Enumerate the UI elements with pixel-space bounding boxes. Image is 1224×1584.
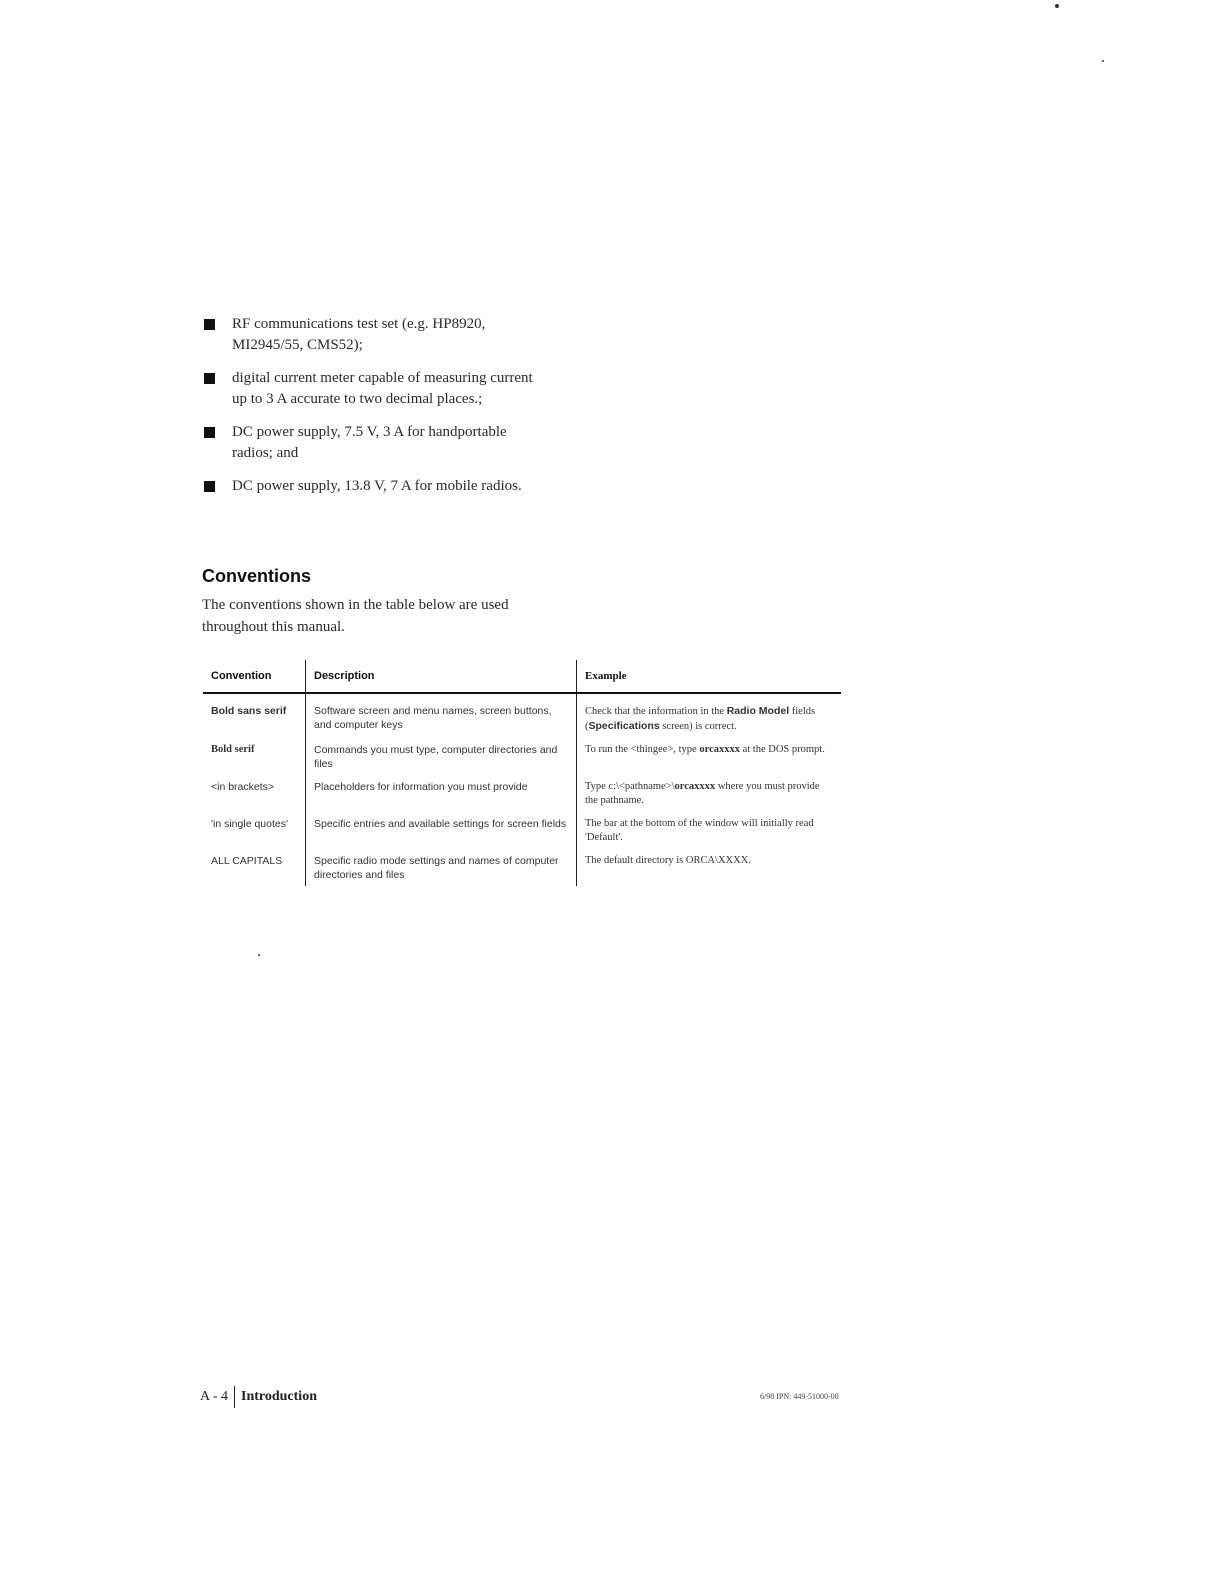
example-cell: To run the <thingee>, type orcaxxxx at the DOS prompt.: [577, 738, 842, 775]
table-row: [203, 693, 841, 738]
example-cell: The bar at the bottom of the window will initially read 'Default'.: [577, 812, 842, 849]
column-header-description: Description: [306, 660, 577, 693]
example-cell: Type c:\<pathname>\orcaxxxx where you must provide the pathname.: [577, 775, 842, 812]
section-intro: The conventions shown in the table below are used throughout this manual.: [202, 597, 509, 635]
square-bullet-icon: [204, 481, 215, 492]
description-cell: Specific radio mode settings and names of computer directories and files: [306, 849, 577, 886]
list-item: DC power supply, 13.8 V, 7 A for mobile radios.: [204, 476, 534, 497]
page-number: A - 4: [200, 1389, 228, 1405]
convention-cell: 'in single quotes': [211, 818, 288, 830]
convention-cell: Bold serif: [211, 744, 255, 755]
equipment-list: [204, 314, 534, 509]
description-cell: Software screen and menu names, screen buttons, and computer keys: [306, 693, 577, 738]
example-cell: The default directory is ORCA\XXXX.: [577, 849, 842, 886]
example-cell: Check that the information in the Radio Model fields (Specifications screen) is correct.: [577, 693, 842, 738]
scan-speck: [258, 954, 260, 956]
document-code: 6/98 IPN: 449-51000-00: [760, 1392, 839, 1401]
section-heading: Conventions: [202, 566, 312, 586]
description-cell: Placeholders for information you must provide: [306, 775, 577, 812]
list-item: digital current meter capable of measuring current up to 3 A accurate to two decimal places.;: [204, 368, 534, 410]
convention-cell: ALL CAPITALS: [211, 855, 283, 867]
footer-section-title: Introduction: [241, 1389, 317, 1405]
description-cell: Specific entries and available settings for screen fields: [306, 812, 577, 849]
conventions-table: [203, 660, 841, 886]
list-item: RF communications test set (e.g. HP8920, MI2945/55, CMS52);: [204, 314, 534, 356]
convention-cell: Bold sans serif: [211, 705, 287, 717]
square-bullet-icon: [204, 319, 215, 330]
page-footer: [200, 1386, 317, 1408]
list-item: DC power supply, 7.5 V, 3 A for handportable radios; and: [204, 422, 534, 464]
table-row: [203, 849, 841, 886]
convention-cell: <in brackets>: [211, 781, 275, 793]
table-row: [203, 775, 841, 812]
table-row: [203, 738, 841, 775]
table-row: [203, 812, 841, 849]
table-header-row: [203, 660, 841, 693]
scan-speck: [1055, 4, 1059, 8]
column-header-convention: Convention: [203, 660, 306, 693]
square-bullet-icon: [204, 427, 215, 438]
footer-divider: [234, 1386, 235, 1408]
description-cell: Commands you must type, computer directories and files: [306, 738, 577, 775]
square-bullet-icon: [204, 373, 215, 384]
column-header-example: Example: [577, 660, 842, 693]
scan-speck: [1102, 60, 1104, 62]
